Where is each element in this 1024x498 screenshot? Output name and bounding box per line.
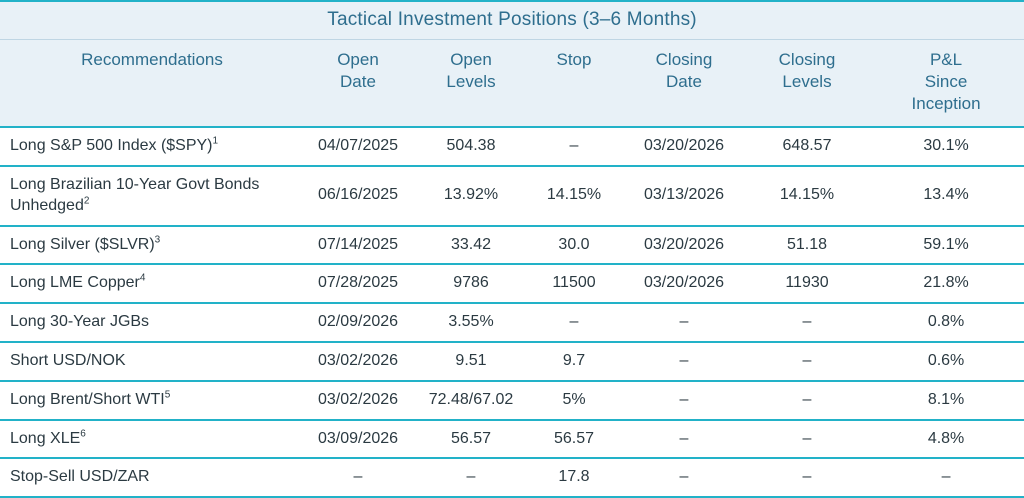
cell-recommendation [0,264,300,303]
recommendation-label: Long S&P 500 Index ($SPY) [10,137,213,155]
recommendation-label: Long Brazilian 10-Year Govt Bonds Unhedged [10,176,260,214]
cell-pl: 4.8% [868,420,1024,459]
cell-closing-date: – [622,381,746,420]
cell-open-date: 07/28/2025 [300,264,416,303]
recommendation-label: Short USD/NOK [10,352,126,370]
column-header-closing-levels [746,40,868,128]
table-row [0,420,1024,459]
cell-closing-date: – [622,420,746,459]
cell-open-date: 06/16/2025 [300,166,416,226]
table-title-row [0,1,1024,40]
cell-stop: 5% [526,381,622,420]
cell-pl: – [868,458,1024,497]
cell-stop: 56.57 [526,420,622,459]
footnote-marker: 4 [139,273,146,285]
cell-closing-date: – [622,342,746,381]
footnote-marker: 1 [212,135,219,147]
column-header-recommendations-line1: Recommendations [81,50,223,69]
cell-open-levels: 33.42 [416,226,526,265]
cell-closing-levels: 11930 [746,264,868,303]
column-header-closing-date [622,40,746,128]
cell-open-levels: 504.38 [416,127,526,166]
cell-recommendation [0,226,300,265]
footnote-marker: 2 [83,195,90,207]
cell-open-levels: 13.92% [416,166,526,226]
cell-recommendation [0,458,300,497]
table-row [0,303,1024,342]
cell-stop: 17.8 [526,458,622,497]
column-header-pl-line3: Inception [911,93,981,113]
cell-pl: 0.6% [868,342,1024,381]
cell-open-levels: – [416,458,526,497]
cell-stop: – [526,303,622,342]
footnote-marker: 6 [80,428,86,440]
column-header-pl-line2: Since [924,71,968,91]
cell-closing-date: 03/20/2026 [622,226,746,265]
cell-closing-levels: 14.15% [746,166,868,226]
cell-stop: 30.0 [526,226,622,265]
recommendation-label: Long XLE [10,429,81,447]
cell-pl: 8.1% [868,381,1024,420]
table-row [0,381,1024,420]
cell-pl: 21.8% [868,264,1024,303]
column-header-recommendations [0,40,300,128]
cell-closing-levels: – [746,420,868,459]
cell-stop: 14.15% [526,166,622,226]
table-row [0,342,1024,381]
column-header-open-levels-line2: Levels [446,71,496,91]
cell-closing-levels: 51.18 [746,226,868,265]
cell-pl: 30.1% [868,127,1024,166]
column-header-closing-date-line1: Closing [655,50,713,69]
column-header-open-date-line1: Open [337,50,379,69]
column-header-stop [526,40,622,128]
table-row [0,226,1024,265]
table-row [0,264,1024,303]
cell-recommendation [0,303,300,342]
cell-stop: – [526,127,622,166]
cell-pl: 59.1% [868,226,1024,265]
recommendation-label: Long Brent/Short WTI [10,390,165,408]
cell-closing-date: – [622,458,746,497]
cell-closing-levels: – [746,381,868,420]
cell-recommendation [0,127,300,166]
cell-stop: 11500 [526,264,622,303]
column-header-pl-since-inception [868,40,1024,128]
cell-pl: 13.4% [868,166,1024,226]
cell-open-date: 02/09/2026 [300,303,416,342]
cell-open-levels: 72.48/67.02 [416,381,526,420]
cell-open-date: 03/02/2026 [300,342,416,381]
recommendation-label: Stop-Sell USD/ZAR [10,468,150,486]
cell-open-levels: 3.55% [416,303,526,342]
cell-stop: 9.7 [526,342,622,381]
column-header-open-levels [416,40,526,128]
recommendation-label: Long LME Copper [10,274,140,292]
column-header-open-levels-line1: Open [450,50,492,69]
column-header-open-date [300,40,416,128]
column-header-stop-line1: Stop [556,50,592,69]
cell-open-date: 07/14/2025 [300,226,416,265]
cell-open-levels: 9786 [416,264,526,303]
table-row [0,458,1024,497]
cell-open-date: 03/02/2026 [300,381,416,420]
cell-recommendation [0,166,300,226]
column-header-closing-date-line2: Date [666,71,702,91]
column-header-closing-levels-line1: Closing [778,50,836,69]
table-title: Tactical Investment Positions (3–6 Months) [0,1,1024,40]
column-header-pl-line1: P&L [929,50,963,69]
cell-recommendation [0,381,300,420]
recommendation-label: Long 30-Year JGBs [10,313,150,331]
column-header-open-date-line2: Date [340,71,376,91]
cell-closing-levels: 648.57 [746,127,868,166]
table-row [0,166,1024,226]
cell-open-date: – [300,458,416,497]
cell-open-date: 04/07/2025 [300,127,416,166]
table-row [0,127,1024,166]
cell-closing-levels: – [746,458,868,497]
cell-open-levels: 56.57 [416,420,526,459]
recommendation-label: Long Silver ($SLVR) [10,235,155,253]
cell-open-date: 03/09/2026 [300,420,416,459]
cell-recommendation [0,420,300,459]
footnote-marker: 5 [164,389,171,401]
cell-pl: 0.8% [868,303,1024,342]
cell-open-levels: 9.51 [416,342,526,381]
column-header-closing-levels-line2: Levels [782,71,832,91]
footnote-marker: 3 [154,234,161,246]
cell-closing-date: 03/13/2026 [622,166,746,226]
cell-closing-levels: – [746,342,868,381]
cell-closing-levels: – [746,303,868,342]
cell-closing-date: – [622,303,746,342]
table-header-row [0,40,1024,128]
cell-closing-date: 03/20/2026 [622,127,746,166]
cell-closing-date: 03/20/2026 [622,264,746,303]
cell-recommendation [0,342,300,381]
